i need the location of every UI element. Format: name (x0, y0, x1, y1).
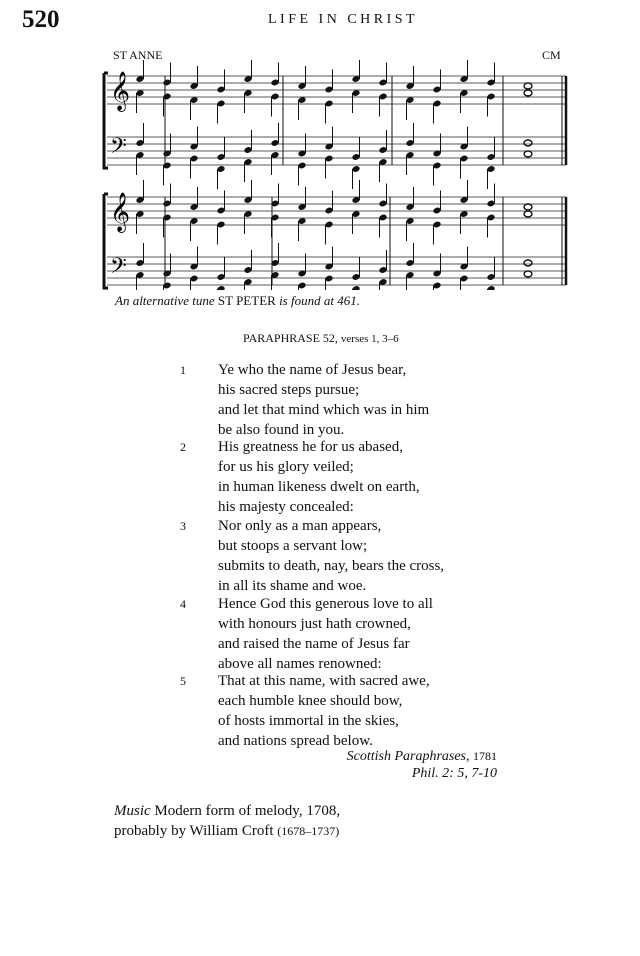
source-name: Scottish Paraphrases, (346, 749, 470, 764)
verse-number: 3 (180, 519, 186, 533)
verse-line: of hosts immortal in the skies, (218, 713, 399, 729)
verse-line: in human likeness dwelt on earth, (218, 479, 420, 495)
page-number: 520 (22, 6, 60, 33)
verse-line: and let that mind which was in him (218, 402, 430, 418)
verse-line: with honours just hath crowned, (218, 616, 411, 632)
bass-clef-icon: 𝄢 (110, 254, 127, 284)
alternative-tune-note (115, 293, 360, 309)
running-title: LIFE IN CHRIST (268, 12, 419, 27)
half-note (524, 140, 532, 146)
half-note (524, 204, 532, 210)
half-note (524, 83, 532, 89)
verse-line: His greatness he for us abased, (218, 439, 403, 455)
paraphrase-verses: verses 1, 3–6 (340, 333, 399, 345)
music-line1: Modern form of melody, 1708, (154, 803, 341, 819)
verse-line: in all its shame and woe. (218, 578, 367, 594)
verse-line: That at this name, with sacred awe, (218, 673, 430, 689)
half-note (524, 211, 532, 217)
alt-prefix: An alternative tune (115, 293, 215, 308)
verse-line: Ye who the name of Jesus bear, (218, 362, 407, 378)
half-note (524, 151, 532, 157)
source-year: 1781 (473, 749, 497, 763)
verse-number: 5 (180, 674, 186, 688)
verse-number: 2 (180, 440, 186, 454)
verse-line: Hence God this generous love to all (218, 596, 433, 612)
paraphrase-heading (243, 331, 399, 346)
paraphrase-title: PARAPHRASE 52, (243, 331, 338, 345)
verse-line: each humble knee should bow, (218, 693, 403, 709)
verse-number: 1 (180, 363, 186, 377)
scripture-ref: Phil. 2: 5, 7-10 (411, 766, 497, 781)
verse-line: his majesty concealed: (218, 499, 354, 515)
verse-lines (218, 437, 420, 517)
verse-line: for us his glory veiled; (218, 459, 354, 475)
verse-lines (218, 671, 430, 751)
verse-lines (218, 594, 433, 674)
tune-meter: CM (542, 48, 561, 62)
verse-line: his sacred steps pursue; (218, 382, 360, 398)
verse-lines (218, 516, 444, 596)
music-line2: probably by William Croft (114, 823, 274, 839)
half-note (524, 260, 532, 266)
source-title (347, 749, 497, 765)
treble-clef-icon: 𝄞 (110, 192, 131, 232)
music-label: Music (114, 803, 151, 819)
system-bracket (104, 194, 108, 288)
music-credit (114, 801, 340, 841)
alt-suffix: is found at 461. (279, 293, 360, 308)
treble-clef-icon: 𝄞 (110, 71, 131, 111)
composer-dates: (1678–1737) (277, 824, 340, 838)
alt-tune: ST PETER (217, 293, 276, 308)
verse-lines (218, 360, 429, 440)
tune-name: ST ANNE (113, 48, 163, 62)
verse-line: Nor only as a man appears, (218, 518, 382, 534)
music-score (0, 60, 640, 290)
verse-number: 4 (180, 597, 186, 611)
verse-line: above all names renowned: (218, 656, 382, 672)
verse-line: but stoops a servant low; (218, 538, 368, 554)
half-note (524, 271, 532, 277)
system-bracket (104, 73, 108, 168)
half-note (524, 90, 532, 96)
verse-line: and raised the name of Jesus far (218, 636, 410, 652)
verse-line: and nations spread below. (218, 733, 373, 749)
verse-line: be also found in you. (218, 422, 345, 438)
verse-line: submits to death, nay, bears the cross, (218, 558, 445, 574)
bass-clef-icon: 𝄢 (110, 134, 127, 164)
